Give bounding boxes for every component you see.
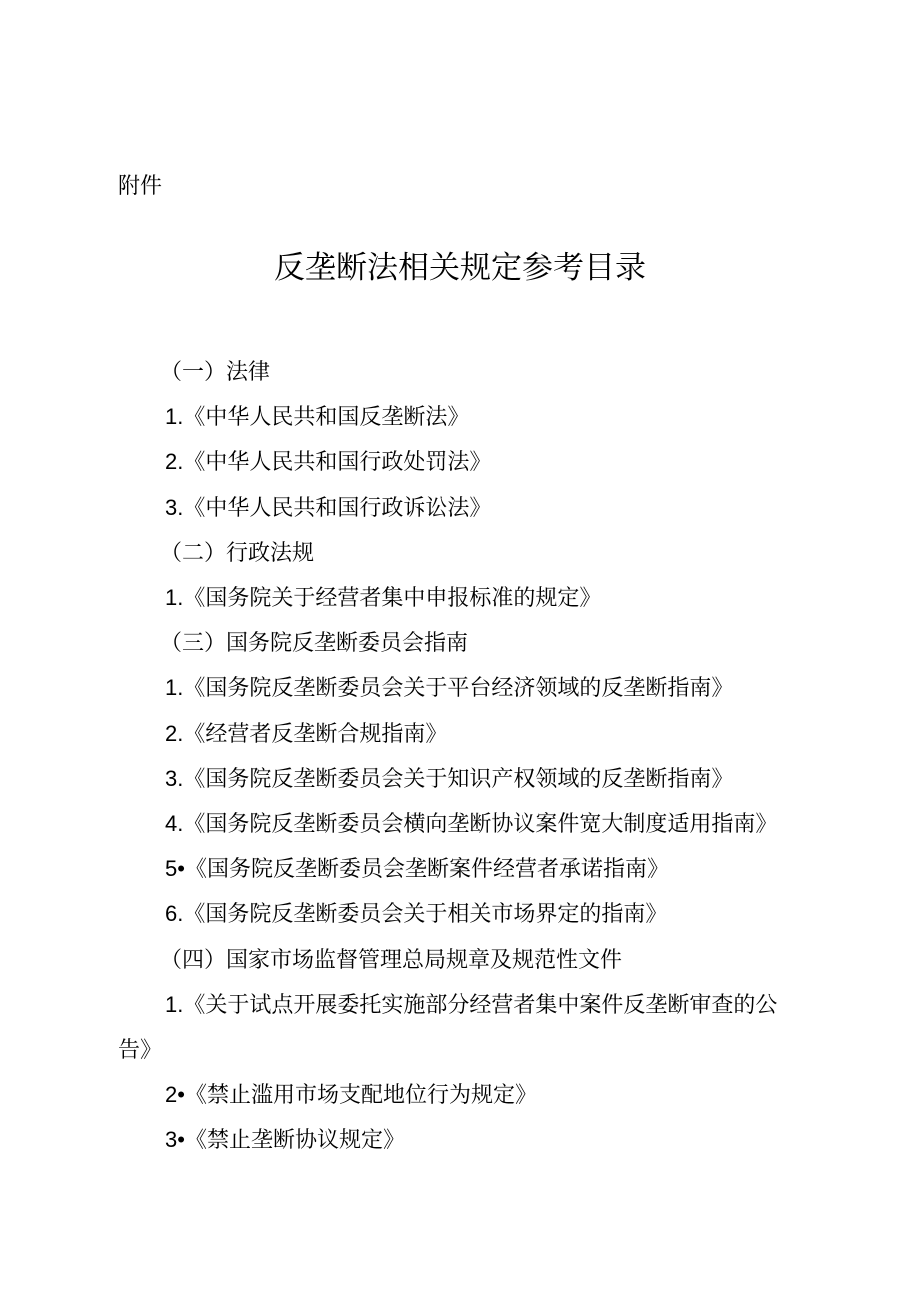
attachment-label: 附件 — [118, 173, 163, 198]
section-heading-laws: （一）法律 — [160, 359, 271, 384]
list-item: 1.《国务院反垄断委员会关于平台经济领域的反垄断指南》 — [165, 675, 734, 701]
list-item: 1.《国务院关于经营者集中申报标准的规定》 — [165, 585, 602, 611]
list-item: 5•《国务院反垄断委员会垄断案件经营者承诺指南》 — [165, 856, 669, 882]
section-heading-samr-rules: （四）国家市场监督管理总局规章及规范性文件 — [160, 946, 623, 972]
list-item: 3.《国务院反垄断委员会关于知识产权领域的反垄断指南》 — [165, 765, 734, 791]
list-item: 3•《禁止垄断协议规定》 — [165, 1127, 405, 1153]
list-item — [118, 982, 838, 1072]
section-heading-regulations: （二）行政法规 — [160, 539, 315, 565]
list-item-line: 1.《关于试点开展委托实施部分经营者集中案件反垄断审查的公 — [165, 991, 778, 1017]
list-item-line: 告》 — [118, 1037, 163, 1063]
list-item: 4.《国务院反垄断委员会横向垄断协议案件宽大制度适用指南》 — [165, 811, 778, 837]
list-item: 2.《中华人民共和国行政处罚法》 — [165, 449, 492, 475]
list-item: 6.《国务院反垄断委员会关于相关市场界定的指南》 — [165, 901, 668, 927]
list-item: 2•《禁止滥用市场支配地位行为规定》 — [165, 1082, 537, 1108]
document-title: 反垄断法相关规定参考目录 — [274, 250, 646, 285]
section-heading-guidelines: （三）国务院反垄断委员会指南 — [160, 630, 469, 656]
list-item: 1.《中华人民共和国反垄断法》 — [165, 404, 470, 430]
list-item: 2.《经营者反垄断合规指南》 — [165, 720, 448, 746]
reference-list — [118, 349, 838, 1163]
list-item: 3.《中华人民共和国行政诉讼法》 — [165, 494, 492, 520]
